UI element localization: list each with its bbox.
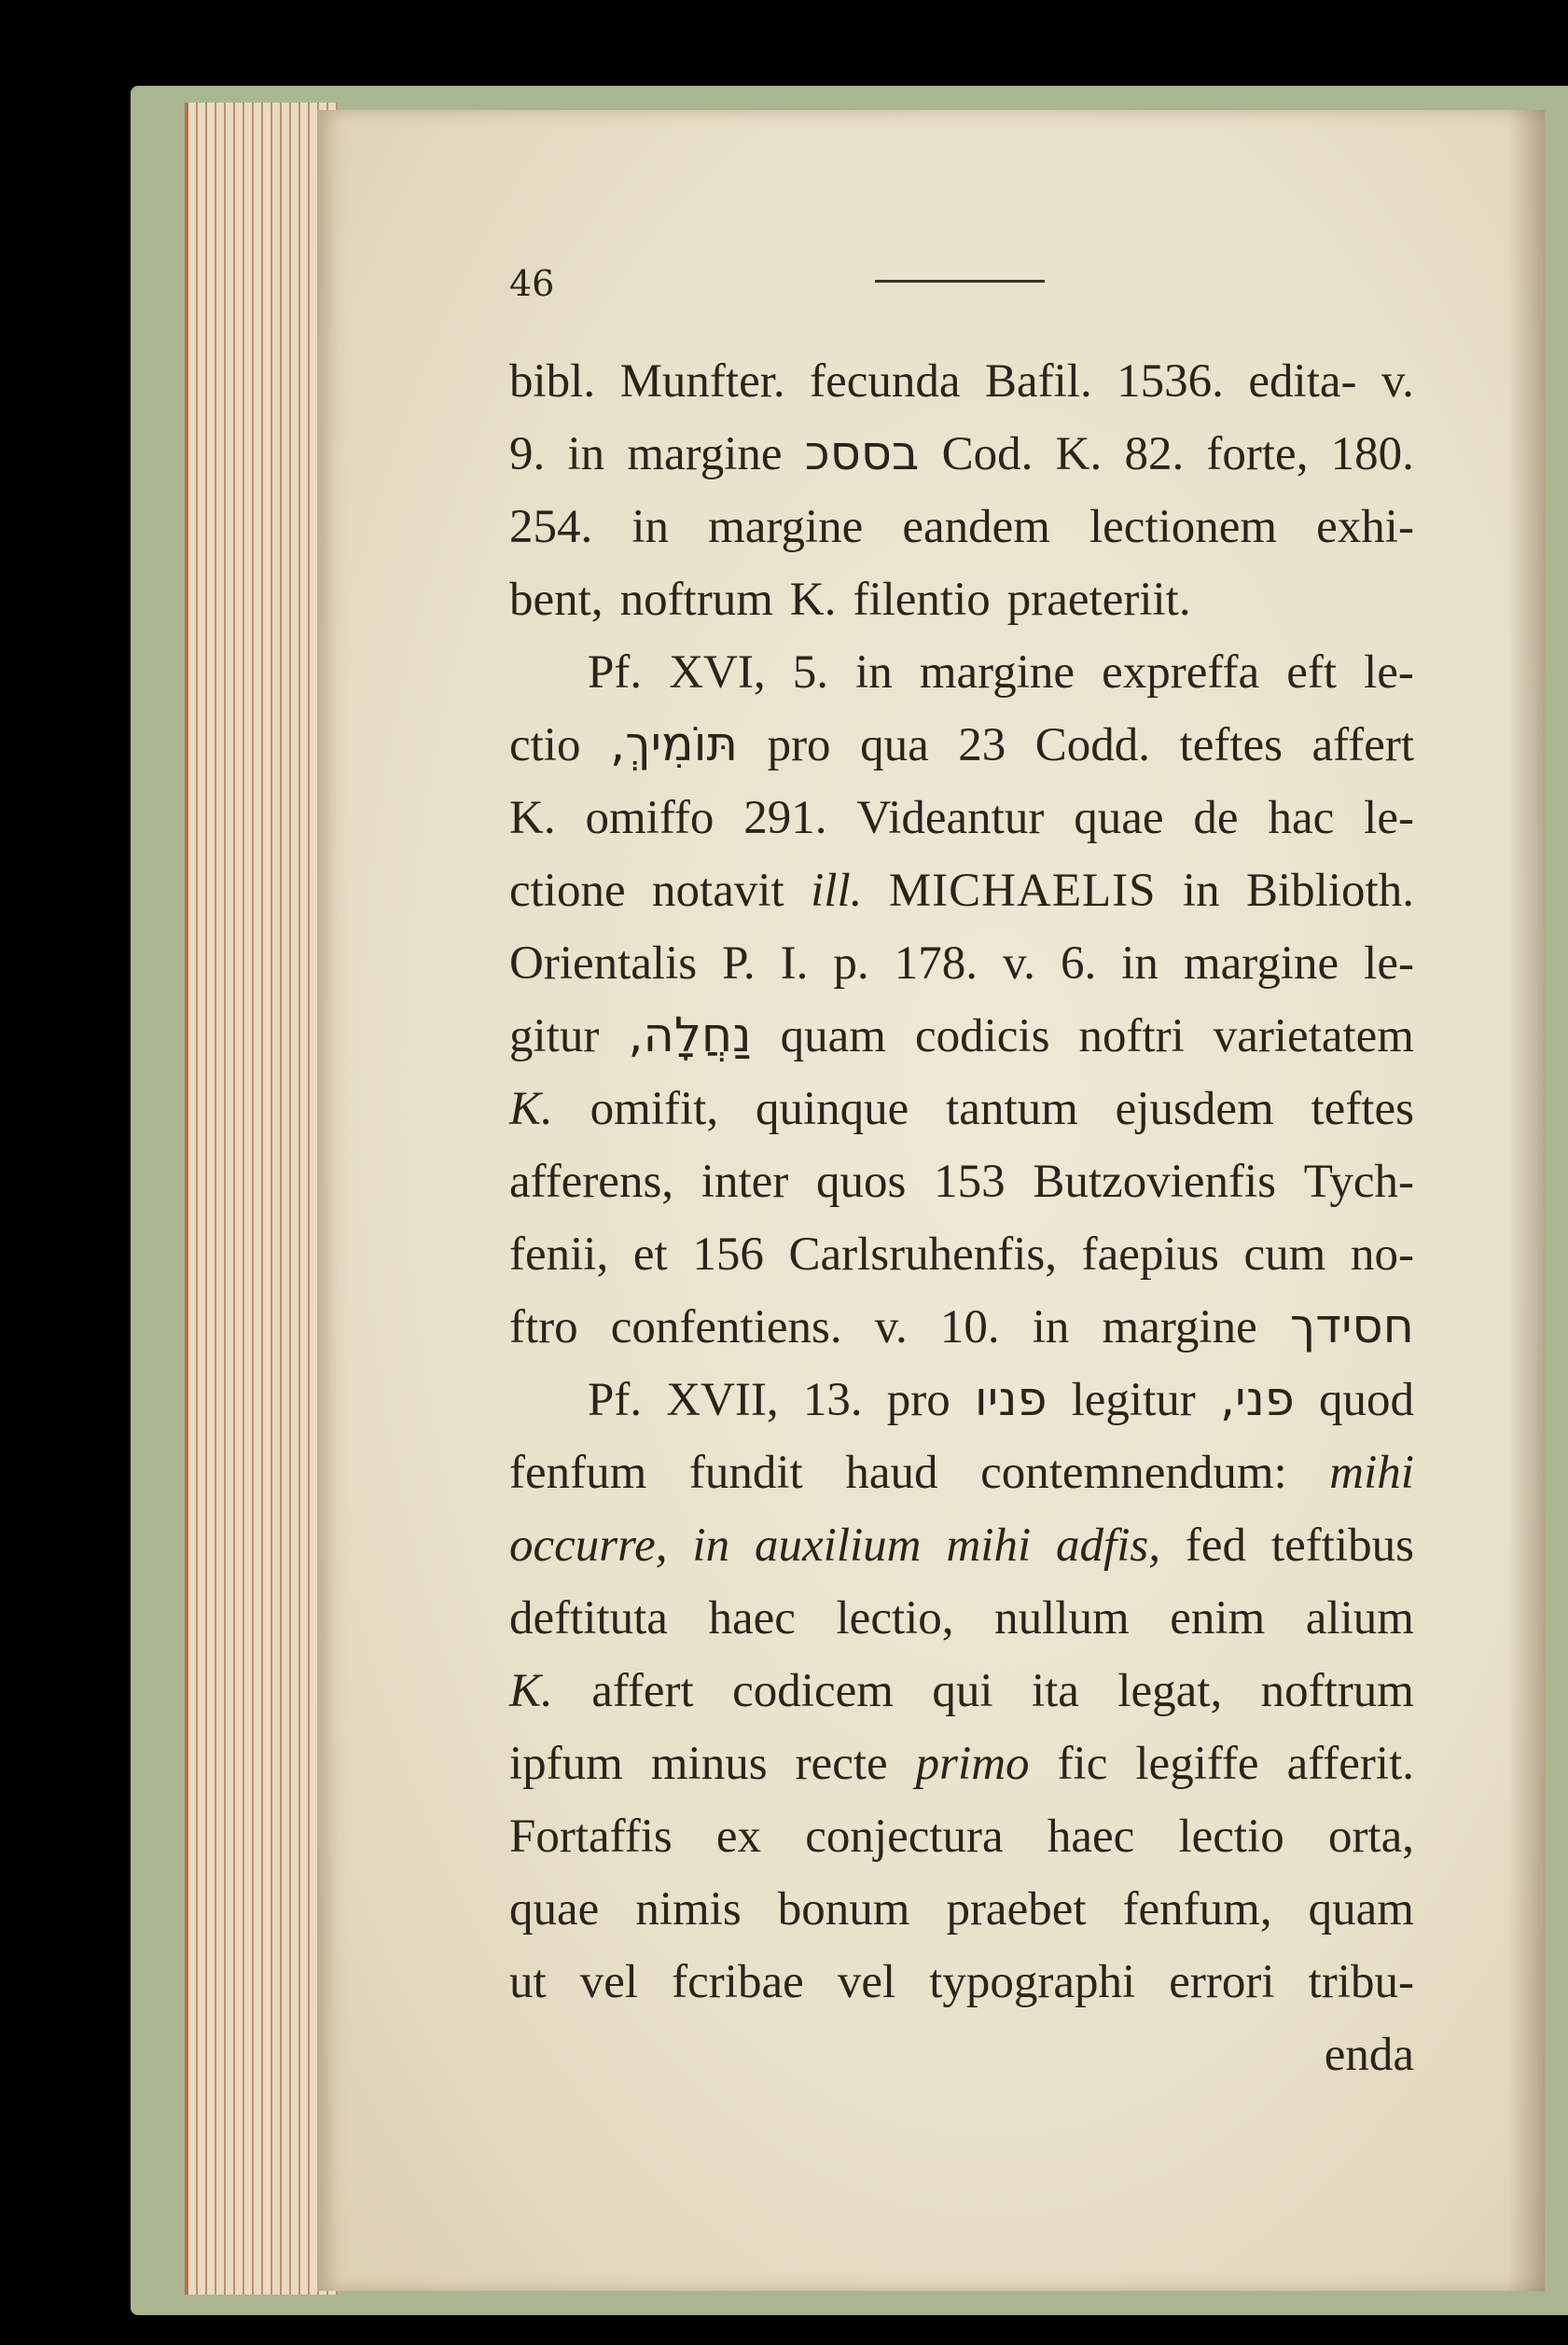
- word: 5.: [792, 646, 828, 699]
- word: ipfum: [509, 1738, 623, 1790]
- word: mihi: [946, 1519, 1032, 1572]
- word: XVII,: [666, 1374, 779, 1426]
- word: ctione: [509, 865, 626, 917]
- word: fenfum,: [1122, 1883, 1272, 1936]
- text-line: [509, 491, 1414, 563]
- word: affert: [1311, 719, 1414, 771]
- word: Carlsruhenfis,: [788, 1228, 1057, 1281]
- word: margine: [708, 501, 864, 553]
- text-line: [509, 1145, 1414, 1218]
- word: ita: [1031, 1665, 1079, 1717]
- header-rule: [875, 280, 1045, 283]
- word: quam: [780, 1010, 886, 1062]
- word: forte,: [1206, 428, 1309, 480]
- word: Pf.: [588, 646, 643, 699]
- word: teftes: [1311, 1083, 1414, 1135]
- word: nimis: [635, 1883, 742, 1936]
- word: codicem: [732, 1665, 894, 1717]
- word: errori: [1169, 1956, 1275, 2008]
- word: 153: [934, 1156, 1006, 1208]
- word: praeteriit.: [1006, 574, 1191, 626]
- word: K.: [509, 1083, 553, 1135]
- word: mihi: [1329, 1447, 1414, 1499]
- word: noftrum: [1260, 1665, 1414, 1717]
- word: eft: [1286, 646, 1338, 699]
- text-line: [509, 709, 1414, 782]
- word: legat,: [1117, 1665, 1223, 1717]
- word: quos: [816, 1156, 907, 1208]
- word: gitur: [509, 1010, 600, 1062]
- word: bonum: [777, 1883, 910, 1936]
- word: bent,: [509, 574, 604, 626]
- word: v.: [1002, 937, 1035, 990]
- word: margine: [919, 646, 1075, 699]
- word: deftituta: [509, 1592, 668, 1644]
- word: fecunda: [810, 355, 961, 408]
- word: praebet: [946, 1883, 1087, 1936]
- word: varietatem: [1213, 1010, 1414, 1062]
- word: 178.: [894, 937, 978, 990]
- word: Cod.: [941, 428, 1034, 480]
- word: lectio: [1178, 1811, 1284, 1863]
- text-line: [509, 563, 1414, 636]
- word: enim: [1170, 1592, 1266, 1644]
- word: fcribae: [672, 1956, 804, 2008]
- word: teftibus: [1270, 1519, 1414, 1572]
- word: 254.: [509, 501, 593, 553]
- word: Munfter.: [619, 355, 785, 408]
- word: Bafil.: [984, 355, 1092, 408]
- word: afferit.: [1286, 1738, 1414, 1790]
- word: tantum: [946, 1083, 1078, 1135]
- word: I.: [780, 937, 809, 990]
- word: notavit: [652, 865, 784, 917]
- word: bibl.: [509, 355, 596, 408]
- word: MICHAELIS: [888, 865, 1157, 917]
- word: p.: [833, 937, 869, 990]
- word: legiffe: [1135, 1738, 1259, 1790]
- word: ftro: [509, 1301, 578, 1353]
- word: 180.: [1330, 428, 1414, 480]
- word: תּוֹמִיךְ,: [610, 717, 739, 772]
- word: adfis,: [1056, 1519, 1160, 1572]
- text-line: [509, 1582, 1414, 1655]
- word: margine: [1102, 1301, 1257, 1353]
- word: no-: [1351, 1228, 1414, 1281]
- word: Codd.: [1034, 719, 1151, 771]
- word: fenii,: [509, 1228, 609, 1281]
- word: codicis: [914, 1010, 1050, 1062]
- word: K.: [509, 792, 556, 844]
- word: P.: [722, 937, 756, 990]
- text-line: [509, 927, 1414, 1000]
- word: in: [1121, 937, 1159, 990]
- word: qua: [860, 719, 929, 771]
- text-line: [509, 418, 1414, 491]
- word: de: [1193, 792, 1239, 844]
- word: lectionem: [1089, 501, 1278, 553]
- word: בססכ: [804, 426, 920, 481]
- word: teftes: [1179, 719, 1283, 771]
- word: omiffo: [585, 792, 715, 844]
- word: le-: [1364, 646, 1414, 699]
- word: K.: [789, 574, 837, 626]
- page-edges: [185, 103, 338, 2295]
- text-line: [509, 345, 1414, 418]
- text-line: [509, 636, 1414, 709]
- word: minus: [650, 1738, 768, 1790]
- text-line: [509, 1655, 1414, 1728]
- word: Fortaffis: [509, 1811, 673, 1863]
- word: le-: [1364, 792, 1414, 844]
- page-number: 46: [509, 263, 555, 304]
- word: quae: [1074, 792, 1164, 844]
- word: margine: [1183, 937, 1339, 990]
- word: pro: [767, 719, 831, 771]
- word: 13.: [802, 1374, 863, 1426]
- word: in: [855, 646, 893, 699]
- word: פניו: [974, 1372, 1048, 1427]
- word: primo: [915, 1738, 1030, 1790]
- word: Biblioth.: [1246, 865, 1414, 917]
- word: חסידך: [1289, 1299, 1414, 1354]
- word: פני,: [1219, 1372, 1295, 1427]
- word: affert: [591, 1665, 694, 1717]
- text-line: [509, 1073, 1414, 1145]
- word: vel: [837, 1956, 896, 2008]
- word: 6.: [1060, 937, 1097, 990]
- text-line: [509, 1218, 1414, 1291]
- word: cum: [1243, 1228, 1326, 1281]
- word: in: [1032, 1301, 1070, 1353]
- word: contemnendum:: [980, 1447, 1287, 1499]
- word: K.: [509, 1665, 553, 1717]
- word: 291.: [743, 792, 827, 844]
- word: ill.: [811, 865, 863, 917]
- word: tribu-: [1308, 1956, 1414, 2008]
- word: exhi-: [1316, 501, 1414, 553]
- word: in: [1182, 865, 1220, 917]
- text-line: [509, 1800, 1414, 1873]
- text-line: [509, 854, 1414, 927]
- word: in: [631, 501, 669, 553]
- word: le-: [1364, 937, 1414, 990]
- word: haec: [708, 1592, 796, 1644]
- word: haud: [845, 1447, 938, 1499]
- word: confentiens.: [610, 1301, 842, 1353]
- word: pro: [886, 1374, 951, 1426]
- word: ex: [715, 1811, 762, 1863]
- word: et: [632, 1228, 668, 1281]
- word: edita-: [1248, 355, 1357, 408]
- word: haec: [1047, 1811, 1135, 1863]
- word: ctio: [509, 719, 581, 771]
- word: in: [567, 428, 605, 480]
- word: margine: [627, 428, 783, 480]
- word: 1536.: [1117, 355, 1224, 408]
- catchword-line: [509, 2019, 1414, 2091]
- word: inter: [701, 1156, 789, 1208]
- word: 10.: [939, 1301, 1000, 1353]
- word: Orientalis: [509, 937, 698, 990]
- word: fundit: [688, 1447, 803, 1499]
- word: v.: [1381, 355, 1414, 408]
- word: recte: [795, 1738, 888, 1790]
- word: Pf.: [588, 1374, 643, 1426]
- word: 156: [692, 1228, 764, 1281]
- word: Tych-: [1303, 1156, 1414, 1208]
- word: נַחֲלָה,: [628, 1008, 752, 1063]
- word: alium: [1305, 1592, 1414, 1644]
- word: fenfum: [509, 1447, 647, 1499]
- text-line: [509, 1364, 1414, 1436]
- word: in: [692, 1519, 730, 1572]
- word: occurre,: [509, 1519, 668, 1572]
- text-line: [509, 1873, 1414, 1946]
- word: vel: [579, 1956, 639, 2008]
- word: v.: [874, 1301, 908, 1353]
- word: 23: [958, 719, 1006, 771]
- word: Videantur: [856, 792, 1045, 844]
- text-block: [509, 345, 1414, 2091]
- word: expreffa: [1102, 646, 1260, 699]
- text-line: [509, 1509, 1414, 1582]
- word: lectio,: [836, 1592, 954, 1644]
- word: afferens,: [509, 1156, 674, 1208]
- word: 9.: [509, 428, 546, 480]
- catchword: enda: [1324, 2029, 1414, 2081]
- text-line: [509, 782, 1414, 854]
- word: ut: [509, 1956, 547, 2008]
- word: XVI,: [669, 646, 766, 699]
- word: filentio: [853, 574, 991, 626]
- word: faepius: [1081, 1228, 1219, 1281]
- gutter-shadow: [1507, 110, 1545, 2291]
- word: quinque: [755, 1083, 909, 1135]
- word: auxilium: [755, 1519, 922, 1572]
- text-line: [509, 1000, 1414, 1073]
- text-line: [509, 1291, 1414, 1364]
- text-line: [509, 1436, 1414, 1509]
- word: eandem: [902, 501, 1050, 553]
- word: quae: [509, 1883, 600, 1936]
- text-line: [509, 1946, 1414, 2019]
- word: K.: [1055, 428, 1103, 480]
- word: fic: [1057, 1738, 1108, 1790]
- word: omifit,: [590, 1083, 719, 1135]
- word: nullum: [994, 1592, 1130, 1644]
- word: typographi: [929, 1956, 1136, 2008]
- word: fed: [1185, 1519, 1247, 1572]
- word: noftri: [1078, 1010, 1185, 1062]
- word: conjectura: [805, 1811, 1004, 1863]
- word: quam: [1308, 1883, 1414, 1936]
- word: qui: [932, 1665, 993, 1717]
- word: legitur: [1071, 1374, 1196, 1426]
- word: ejusdem: [1115, 1083, 1274, 1135]
- word: orta,: [1327, 1811, 1414, 1863]
- text-line: [509, 1728, 1414, 1800]
- word: noftrum: [619, 574, 773, 626]
- word: quod: [1318, 1374, 1414, 1426]
- word: Butzovienfis: [1033, 1156, 1277, 1208]
- word: 82.: [1124, 428, 1185, 480]
- word: hac: [1268, 792, 1335, 844]
